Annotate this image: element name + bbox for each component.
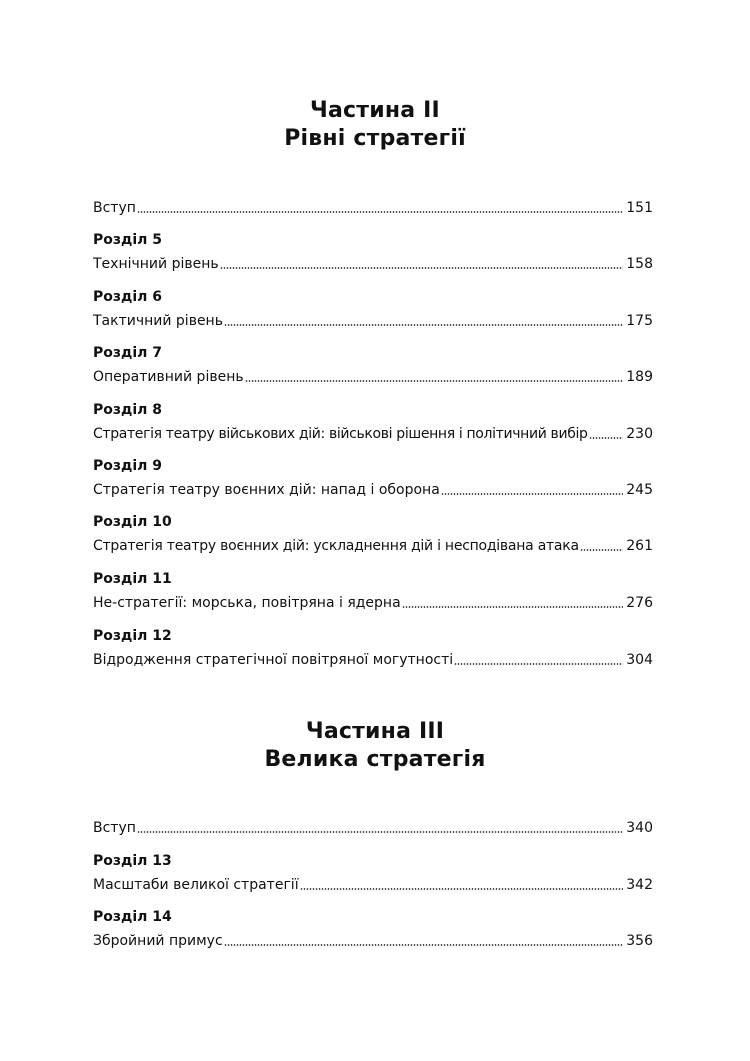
entry-title: Технічний рівень	[93, 256, 219, 272]
dot-leader	[224, 944, 624, 946]
chapter-label: Розділ 12	[93, 628, 172, 644]
dot-leader	[589, 437, 624, 439]
entry-title: Оперативний рівень	[93, 369, 244, 385]
dot-leader	[454, 663, 623, 665]
chapter-label: Розділ 9	[93, 458, 162, 474]
toc-entry[interactable]	[93, 255, 653, 273]
entry-title: Масштаби великої стратегії	[93, 877, 299, 893]
chapter-label: Розділ 14	[93, 909, 172, 925]
page-number: 276	[626, 595, 653, 611]
page-number: 189	[626, 369, 653, 385]
entry-title: Не-стратегії: морська, повітряна і ядерна	[93, 595, 401, 611]
toc-entry[interactable]	[93, 651, 653, 669]
dot-leader	[441, 493, 623, 495]
part-heading	[0, 97, 750, 153]
part-number: Частина II	[310, 98, 440, 123]
page-number: 261	[626, 538, 653, 554]
toc-entry[interactable]	[93, 481, 653, 499]
dot-leader	[137, 831, 623, 833]
dot-leader	[402, 606, 624, 608]
toc-entry[interactable]	[93, 368, 653, 386]
toc-entry[interactable]	[93, 312, 653, 330]
chapter-label: Розділ 8	[93, 402, 162, 418]
dot-leader	[245, 380, 624, 382]
toc-entry[interactable]	[93, 425, 653, 443]
page-number: 340	[626, 820, 653, 836]
page-number: 151	[626, 200, 653, 216]
entry-title: Збройний примус	[93, 933, 223, 949]
page-number: 342	[626, 877, 653, 893]
toc-entry[interactable]	[93, 932, 653, 950]
part-title: Велика стратегія	[264, 747, 486, 772]
page-number: 356	[626, 933, 653, 949]
chapter-label: Розділ 13	[93, 853, 172, 869]
toc-entry[interactable]	[93, 876, 653, 894]
chapter-label: Розділ 6	[93, 289, 162, 305]
entry-title: Відродження стратегічної повітряної могутності	[93, 652, 454, 668]
dot-leader	[300, 888, 624, 890]
toc-entry-intro[interactable]	[93, 819, 653, 837]
entry-title: Вступ	[93, 200, 136, 216]
page-number: 175	[626, 313, 653, 329]
chapter-label: Розділ 7	[93, 345, 162, 361]
chapter-label: Розділ 10	[93, 514, 172, 530]
entry-title: Вступ	[93, 820, 136, 836]
dot-leader	[224, 324, 623, 326]
part-title: Рівні стратегії	[284, 126, 466, 151]
chapter-label: Розділ 5	[93, 232, 162, 248]
toc-entry[interactable]	[93, 537, 653, 555]
dot-leader	[137, 211, 623, 213]
page-number: 230	[626, 426, 653, 442]
part-heading	[0, 718, 750, 774]
entry-title: Тактичний рівень	[93, 313, 223, 329]
chapter-label: Розділ 11	[93, 571, 172, 587]
entry-title: Стратегія театру воєнних дій: напад і оборона	[93, 482, 440, 498]
page-number: 304	[626, 652, 653, 668]
dot-leader	[580, 549, 623, 551]
part-number: Частина III	[305, 719, 445, 744]
toc-entry[interactable]	[93, 594, 653, 612]
page-number: 245	[626, 482, 653, 498]
dot-leader	[220, 267, 624, 269]
toc-entry-intro[interactable]	[93, 199, 653, 217]
entry-title: Стратегія театру військових дій: військові рішення і політичний вибір	[93, 426, 588, 442]
page-number: 158	[626, 256, 653, 272]
entry-title: Стратегія театру воєнних дій: ускладнення дій і несподівана атака	[93, 538, 579, 554]
